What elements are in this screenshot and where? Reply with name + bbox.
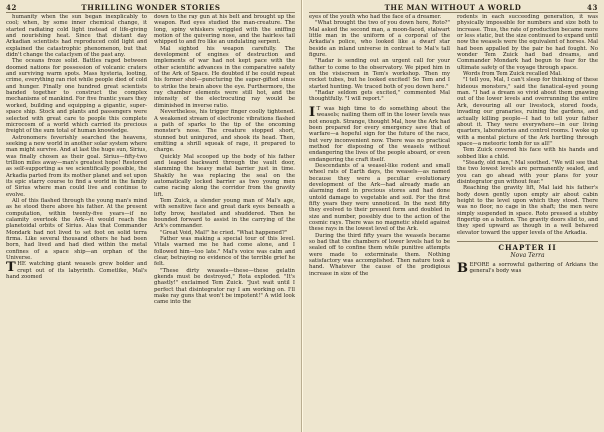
paragraph: Words from Tem Zuick recalled Mal.: [463, 71, 562, 78]
paragraph: Quickly Mal scooped up the body of his father and leaped backward through the vault door, slamming the heavy metal barrier just in time. Shakily he was replacing the seal on the automatically locked barrier as two young men came racing along the corridor from the gravity lift.: [154, 153, 295, 198]
paragraph: eyes of the youth who had the face of a dreamer.: [309, 14, 442, 20]
paragraph: Tem Zuick, a slender young man of Mal's age, with sensitive face and great dark eyes beneath a lofty brow, hesitated and shuddered. Then he bounded forward to assist in the carrying of the Ark's commander.: [154, 197, 295, 230]
section-opening-paragraph: [457, 262, 598, 275]
chapter-heading: [457, 241, 598, 260]
right-column-1: [309, 14, 450, 428]
drop-cap: T: [6, 260, 16, 276]
paragraph: humanity when the sun began inexplicably to cool; when, by some inner chemical change, it started radiating cold light instead of life-giving and nourishing heat. Since that distant day Arkadian scientists had reproduced cold light and explained the catastrophic phenomenon, but that didn't change the cataclysm of the past any.: [6, 14, 147, 59]
left-running-title: THRILLING WONDER STORIES: [81, 2, 221, 12]
right-column-2: [457, 14, 598, 428]
paragraph: Mal sighted his weapon carefully. The development of engines of destruction and implements of war had not kept pace with the other scientific advances in the comparative safety of the Ark of Space. He doubted if he could repeat his former shot—puncturing the super-gifted sinus to strike the brain above the eye. Furthermore, the ray chamber elements were still hot, and the intensity of the electrocuting ray would be diminished in inverse ratio.: [154, 45, 295, 109]
drop-cap: B: [457, 260, 468, 276]
left-page-header: [6, 2, 295, 13]
section-opening-paragraph: [309, 106, 450, 163]
paragraph: Reaching the gravity lift, Mal laid his father's body down gently upon empty air about cabin height to the level upon which they stood. There was no floor, no cage in the shaft; the men were simply suspended in space. Roto pressed a stubby fingertip on a button. The gravity doors slid to, and they sped upward as though in a well behaved elevator toward the upper levels of the Arkadia.: [457, 185, 598, 236]
paragraph-text: EFORE a sorrowful gathering of Arkians the general's body was: [469, 261, 598, 275]
paragraph: Tem Zuick covered his face with his hands and sobbed like a child.: [457, 147, 598, 160]
section-opening-paragraph: [6, 261, 147, 280]
right-page: [302, 0, 604, 432]
chapter-label: CHAPTER II: [457, 241, 598, 251]
paragraph: Astronomers feverishly searched the heavens, seeking a new world in another solar system where man might survive. And at last the huge sun, Sirius, was finally chosen as their goal. Sirius—fifty-two trillion miles away—man's greatest hope! Restored as self-supporting as we scientifically possible, the Arkadia parted from its mother planet and set upon its epic starry course to find a world in the family of Sirius where man could live and continue to evolve.: [6, 134, 147, 198]
right-page-header: [309, 2, 598, 13]
paragraph: All of this flashed through the young man's mind as he stood there above his father. At the present computation, within twenty-five years—if no calamity overtook the Ark—it would reach the planetoidal orbits of Sirius. Alas that Commander Mondark had not lived to set foot on solid terra firma. Like several thousand others he had been born, had lived and had died within the metal confines of a space ship—an orphan of the Universe.: [6, 197, 147, 262]
right-running-title: THE MAN WITHOUT A WORLD: [384, 2, 522, 12]
paragraph: Father was making a special tour of this level. Vitals warned me he had come alone, and I followed him—too late." Mal's voice was calm and clear, betraying no evidence of the terrible grief he felt.: [154, 236, 295, 268]
paragraph: "These dirty weasels—these—these gelatin gkends must be destroyed," Rota exploded. "It's ghastly!" exclaimed Tem Zuick. "Just wait until I perfect that disintegrator ray I am working on. I'll make ray guns that won't be impotent!" A wild look came into the: [154, 267, 295, 306]
paragraph-text: HE watching giant weasels grew bolder and crept out of its labyrinth. Cometlike, Mal's hand zoomed: [6, 261, 147, 281]
left-page-number: 42: [6, 2, 17, 12]
paragraph: Nevertheless, his trigger finger coolly tightened. A weakened stream of electronic vibrations flashed a path of sparks to the tip of the oncoming monster's nose. The creature stopped short, stunned but uninjured, and shook its head. Then, emitting a shrill squeak of rage, it prepared to charge.: [154, 109, 295, 154]
paragraph: During the third fifty years the weasels became so bad that the chambers of lower levels had to be sealed off to confine them while punitive attempts were made to exterminate them. Nothing satisfactory was accomplished. Then nature took a hand. Whatever the cause of the prodigious increase in size of the: [309, 232, 450, 277]
paragraph: The oceans froze solid. Battles raged between doomed nations for possession of volcanic craters and surviving warm spots. Mass hysteria, looting, crime, everything ran riot while people died of cold and hunger. Finally one hundred great scientists banded together to construct the complex mechanisms of mankind. For five frantic years they worked, building and equipping a gigantic, super-space ship. Stock and plants and passengers were selected with great care to people this complete microcosm of a world which carried its precious freight of the sum total of human knowledge.: [6, 58, 147, 135]
paragraph: "Great Void, Mal!" he cried. "What happened?": [160, 229, 288, 236]
paragraph: "What brought the two of you down here, Roto?" Mal asked the second man, a moon-faced, stalwart little man in the uniform of a corporal of the Arkadia's police, who looked like a dwarf star beside an inland universe in contrast to Mal's tall figure.: [309, 20, 450, 59]
paragraph-text: T was high time to do something about the weasels; nailing them off in the lower levels was not enough. Strange, thought Mal, how the Ark had been prepared for every emergency save that of warfare—a hopeful sign for the future of the race, but very inconvenient now. There was no practical method for disposing of the weasels without endangering the lives of the people aboard, or even endangering the craft itself.: [309, 105, 450, 163]
paragraph: "Radar is sending out an urgent call for your father to come to the observatory. We piped him in on the visiscreen in Tem's workshop. Then my rocket tubes, but he looked excited! So Tem and I started hunting. We traced both of you down here.": [309, 58, 450, 90]
paragraph: rodents in each succeeding generation, it was physically impossible for numbers and size both to increase. Thus, the rate of production became more or less static, but the size continued to expand until now the weasels were the equivalent of horses. Mal had been appalled by the pair he had fought. No wonder Tem Zuick had bad dreams, and Commander Mondark had begun to fear for the ultimate safety of the voyage through space.: [457, 14, 598, 71]
paragraph: down to the ray gun at his belt and brought up the weapon. Red eyes studied the man-creature. The long, spiny whiskers wriggled with the sniffing motion of the quivering nose, and the hairless tail whipped to and fro like an undulating serpent.: [154, 14, 295, 46]
left-column-2: [154, 14, 295, 428]
left-column-1: [6, 14, 147, 428]
left-columns: [6, 14, 295, 428]
paragraph: "Radar seldom gets excited," commented Mal thoughtfully. "I will report.": [309, 90, 450, 103]
paragraph: "I tell you, Mal, I can't sleep for thinking of these hideous monsters," said the fanatical-eyed young man. "I had a dream so vivid about them gnawing out of the lower levels and overrunning the entire Ark, devouring all our livestock, stored foods, invading our granaries, ruining the gardens, and actually killing people—I had to tell your father about it. They were everywhere—in our living quarters, laboratories and control rooms. I woke up with a mental picture of the Ark hurtling through space—a meteoric tomb for us all!": [457, 77, 598, 147]
right-columns: [309, 14, 598, 428]
paragraph: Descendants of a weasel-like rodent and small wheel rats of Earth days, the weasels—as named because they were a peculiar evolutionary development of the Ark—had already made an alarming dent in precious stores and had done untold damage to vegetable and soil. For the first fifty years they were unnoticed. In the next fifty they evolved to their present form and doubled in size and number, possibly due to the action of the cosmic rays. There was no magnetic shield against these rays in the lowest level of the Ark.: [309, 162, 450, 233]
chapter-title: Nova Terra: [510, 252, 545, 260]
drop-cap: I: [309, 104, 316, 120]
paragraph: "Steady, old man," Mal soothed. "We will see that the two lowest levels are permanently sealed, and you can go ahead with your plans for your disintegrator gun without fear.": [457, 159, 598, 185]
right-page-number: 43: [587, 2, 598, 12]
